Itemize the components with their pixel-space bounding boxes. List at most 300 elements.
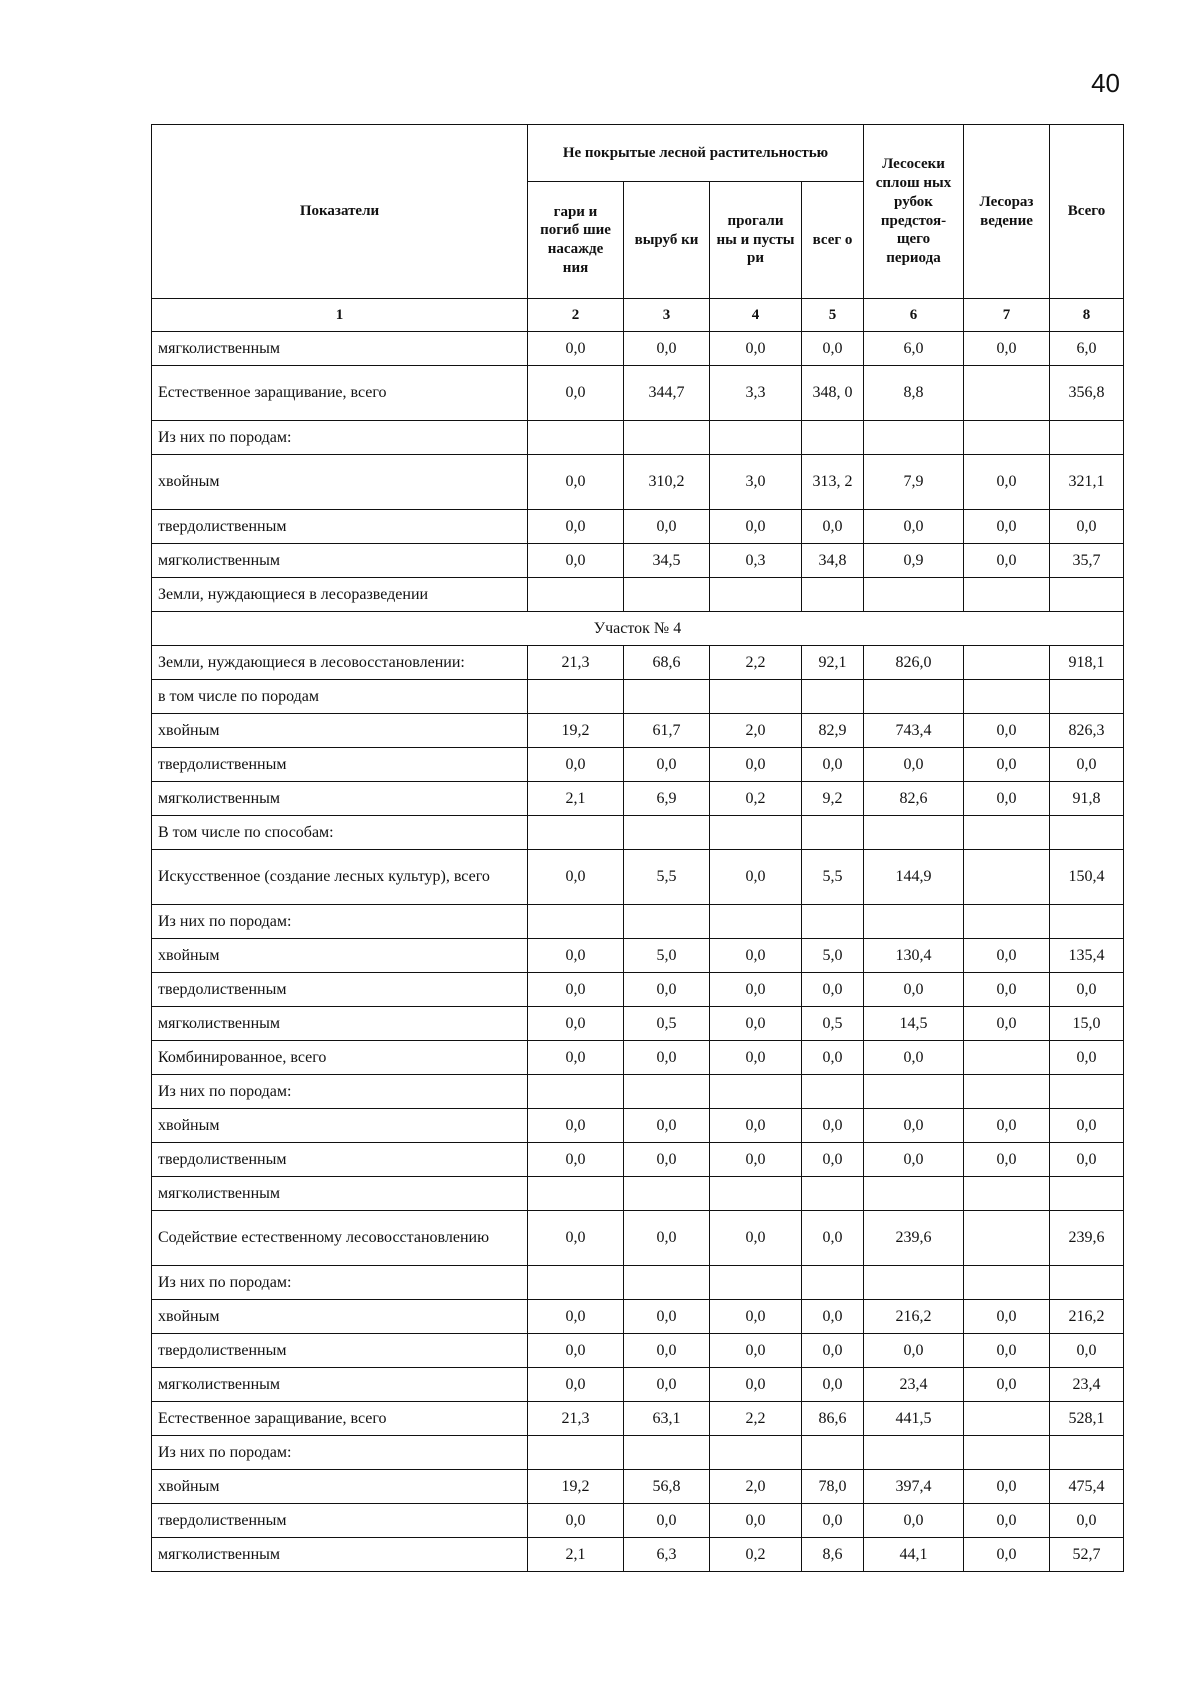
table-row <box>152 1504 1124 1538</box>
table-cell <box>964 1436 1050 1470</box>
table-row <box>152 1436 1124 1470</box>
table-cell: 5,5 <box>802 850 864 905</box>
table-cell <box>528 816 624 850</box>
table-cell: 0,0 <box>528 510 624 544</box>
table-cell: 44,1 <box>864 1538 964 1572</box>
table-cell: 0,0 <box>528 1334 624 1368</box>
table-cell: 0,0 <box>624 1143 710 1177</box>
table-cell: 0,0 <box>710 510 802 544</box>
table-cell <box>624 1075 710 1109</box>
row-label: твердолиственным <box>152 748 528 782</box>
table-cell <box>964 1075 1050 1109</box>
table-cell: 0,0 <box>1050 1143 1124 1177</box>
header-group-not-covered: Не покрытые лесной растительностью <box>528 125 864 182</box>
row-label: мягколиственным <box>152 782 528 816</box>
header-indicators: Показатели <box>152 125 528 299</box>
table-cell: 3,3 <box>710 366 802 421</box>
table-cell: 0,0 <box>964 939 1050 973</box>
table-cell <box>864 680 964 714</box>
table-cell: 6,0 <box>864 332 964 366</box>
table-cell <box>528 680 624 714</box>
table-cell <box>802 905 864 939</box>
table-row <box>152 1109 1124 1143</box>
table-cell: 313, 2 <box>802 455 864 510</box>
table-cell: 0,0 <box>802 1211 864 1266</box>
table-cell <box>864 816 964 850</box>
table-cell <box>964 680 1050 714</box>
table-cell <box>964 905 1050 939</box>
table-cell: 3,0 <box>710 455 802 510</box>
table-cell: 0,2 <box>710 782 802 816</box>
table-cell: 0,0 <box>710 1368 802 1402</box>
table-cell: 0,0 <box>802 1334 864 1368</box>
table-cell: 475,4 <box>1050 1470 1124 1504</box>
row-label: мягколиственным <box>152 544 528 578</box>
header-subtotal: всег о <box>802 182 864 299</box>
table-cell: 0,0 <box>802 973 864 1007</box>
row-label: хвойным <box>152 714 528 748</box>
table-cell: 0,0 <box>528 1368 624 1402</box>
table-cell: 0,0 <box>1050 748 1124 782</box>
table-cell: 21,3 <box>528 1402 624 1436</box>
table-cell: 68,6 <box>624 646 710 680</box>
table-cell <box>964 366 1050 421</box>
table-cell: 56,8 <box>624 1470 710 1504</box>
table-cell: 2,0 <box>710 714 802 748</box>
table-cell: 344,7 <box>624 366 710 421</box>
table-cell: 356,8 <box>1050 366 1124 421</box>
table-row <box>152 939 1124 973</box>
table-cell: 0,0 <box>710 939 802 973</box>
table-row <box>152 1402 1124 1436</box>
table-row <box>152 1334 1124 1368</box>
section-row <box>152 612 1124 646</box>
table-cell <box>710 680 802 714</box>
table-cell <box>624 1177 710 1211</box>
table-cell: 0,0 <box>528 1504 624 1538</box>
column-number-row <box>152 299 1124 332</box>
row-label: Естественное заращивание, всего <box>152 366 528 421</box>
table-cell <box>710 421 802 455</box>
table-cell: 0,0 <box>864 1041 964 1075</box>
table-cell <box>528 905 624 939</box>
table-row <box>152 1266 1124 1300</box>
table-cell <box>802 421 864 455</box>
table-cell: 0,0 <box>964 1300 1050 1334</box>
table-cell: 0,0 <box>528 1109 624 1143</box>
table-row <box>152 332 1124 366</box>
table-cell <box>624 1266 710 1300</box>
table-cell <box>1050 1075 1124 1109</box>
table-cell: 0,0 <box>710 332 802 366</box>
table-row <box>152 510 1124 544</box>
table-cell <box>1050 1177 1124 1211</box>
table-cell: 2,0 <box>710 1470 802 1504</box>
table-row <box>152 816 1124 850</box>
table-cell: 441,5 <box>864 1402 964 1436</box>
table-cell: 5,0 <box>624 939 710 973</box>
row-label: Естественное заращивание, всего <box>152 1402 528 1436</box>
table-cell: 0,0 <box>802 748 864 782</box>
table-cell: 0,0 <box>964 1007 1050 1041</box>
table-cell: 130,4 <box>864 939 964 973</box>
row-label: мягколиственным <box>152 332 528 366</box>
column-number: 5 <box>802 299 864 332</box>
row-label: В том числе по способам: <box>152 816 528 850</box>
table-cell: 91,8 <box>1050 782 1124 816</box>
table-cell: 2,2 <box>710 1402 802 1436</box>
row-label: хвойным <box>152 1109 528 1143</box>
table-cell <box>1050 421 1124 455</box>
table-row <box>152 1470 1124 1504</box>
table-cell: 0,0 <box>624 1368 710 1402</box>
table-cell <box>864 905 964 939</box>
table-cell: 63,1 <box>624 1402 710 1436</box>
table-cell <box>964 1211 1050 1266</box>
column-number: 3 <box>624 299 710 332</box>
table-cell: 0,0 <box>710 1334 802 1368</box>
table-cell: 0,0 <box>528 939 624 973</box>
table-row <box>152 905 1124 939</box>
table-cell <box>964 421 1050 455</box>
table-cell: 0,0 <box>802 1143 864 1177</box>
table-cell: 23,4 <box>864 1368 964 1402</box>
table-row <box>152 973 1124 1007</box>
table-cell: 0,0 <box>528 1041 624 1075</box>
table-cell <box>1050 905 1124 939</box>
table-cell: 826,3 <box>1050 714 1124 748</box>
table-cell <box>624 680 710 714</box>
table-cell <box>624 816 710 850</box>
table-cell: 0,0 <box>710 1143 802 1177</box>
table-cell <box>964 816 1050 850</box>
table-row <box>152 544 1124 578</box>
table-row <box>152 850 1124 905</box>
table-cell <box>964 1266 1050 1300</box>
table-cell: 0,0 <box>528 1211 624 1266</box>
table-cell: 0,0 <box>710 1211 802 1266</box>
table-cell <box>528 1075 624 1109</box>
table-cell <box>710 578 802 612</box>
table-cell: 0,0 <box>802 1368 864 1402</box>
table-cell: 0,0 <box>1050 1109 1124 1143</box>
table-cell: 0,0 <box>802 1504 864 1538</box>
table-cell: 21,3 <box>528 646 624 680</box>
table-cell: 8,6 <box>802 1538 864 1572</box>
table-cell: 239,6 <box>1050 1211 1124 1266</box>
table-cell: 0,5 <box>624 1007 710 1041</box>
table-cell: 0,0 <box>624 748 710 782</box>
table-cell: 34,5 <box>624 544 710 578</box>
table-cell: 0,0 <box>624 332 710 366</box>
table-cell: 150,4 <box>1050 850 1124 905</box>
table-cell: 144,9 <box>864 850 964 905</box>
table-cell: 0,0 <box>964 1504 1050 1538</box>
table-cell: 6,9 <box>624 782 710 816</box>
table-row <box>152 1041 1124 1075</box>
table-row <box>152 1177 1124 1211</box>
table-cell <box>710 816 802 850</box>
row-label: Земли, нуждающиеся в лесовосстановлении: <box>152 646 528 680</box>
table-cell: 0,0 <box>528 748 624 782</box>
row-label: Из них по породам: <box>152 1436 528 1470</box>
table-cell: 0,0 <box>964 332 1050 366</box>
table-cell: 78,0 <box>802 1470 864 1504</box>
header-cutting-areas: Лесосеки сплош ных рубок предстоя-щего периода <box>864 125 964 299</box>
table-cell: 0,0 <box>624 1300 710 1334</box>
table-cell: 19,2 <box>528 714 624 748</box>
table-cell: 5,5 <box>624 850 710 905</box>
row-label: Искусственное (создание лесных культур), всего <box>152 850 528 905</box>
table-row <box>152 1007 1124 1041</box>
table-cell <box>1050 1266 1124 1300</box>
table-cell: 0,5 <box>802 1007 864 1041</box>
table-cell <box>964 1041 1050 1075</box>
column-number: 2 <box>528 299 624 332</box>
table-cell <box>1050 680 1124 714</box>
table-cell <box>710 1436 802 1470</box>
table-cell: 0,0 <box>964 1538 1050 1572</box>
row-label: хвойным <box>152 939 528 973</box>
table-row <box>152 366 1124 421</box>
table-cell: 0,0 <box>964 455 1050 510</box>
table-cell: 0,3 <box>710 544 802 578</box>
table-cell: 82,6 <box>864 782 964 816</box>
table-cell: 0,0 <box>964 1368 1050 1402</box>
table-row <box>152 646 1124 680</box>
table-cell: 0,0 <box>1050 1504 1124 1538</box>
column-number: 4 <box>710 299 802 332</box>
table-cell: 6,0 <box>1050 332 1124 366</box>
table-cell <box>528 578 624 612</box>
table-cell: 0,0 <box>864 1109 964 1143</box>
table-cell: 19,2 <box>528 1470 624 1504</box>
table-cell: 0,0 <box>1050 1041 1124 1075</box>
table-cell: 0,0 <box>624 1334 710 1368</box>
table-cell: 61,7 <box>624 714 710 748</box>
table-row <box>152 578 1124 612</box>
table-cell: 7,9 <box>864 455 964 510</box>
table-cell <box>710 1177 802 1211</box>
table-cell: 0,0 <box>964 782 1050 816</box>
table-cell <box>964 1177 1050 1211</box>
table-row <box>152 714 1124 748</box>
row-label: твердолиственным <box>152 510 528 544</box>
table-row <box>152 1300 1124 1334</box>
row-label: хвойным <box>152 455 528 510</box>
table-row <box>152 680 1124 714</box>
table-cell: 0,0 <box>528 1143 624 1177</box>
table-cell <box>964 850 1050 905</box>
table-cell <box>864 1436 964 1470</box>
table-cell: 826,0 <box>864 646 964 680</box>
table-cell: 35,7 <box>1050 544 1124 578</box>
table-cell <box>624 578 710 612</box>
table-cell: 0,0 <box>864 1504 964 1538</box>
table-cell: 0,0 <box>710 1109 802 1143</box>
table-cell <box>528 1436 624 1470</box>
table-cell: 0,0 <box>528 455 624 510</box>
table-cell: 0,0 <box>710 973 802 1007</box>
table-cell <box>964 578 1050 612</box>
header-clearings: выруб ки <box>624 182 710 299</box>
table-cell: 86,6 <box>802 1402 864 1436</box>
column-number: 1 <box>152 299 528 332</box>
table-cell <box>624 421 710 455</box>
table-cell: 14,5 <box>864 1007 964 1041</box>
table-cell: 216,2 <box>864 1300 964 1334</box>
table-row <box>152 1368 1124 1402</box>
row-label: твердолиственным <box>152 1143 528 1177</box>
row-label: хвойным <box>152 1300 528 1334</box>
table-row <box>152 1075 1124 1109</box>
table-cell: 0,0 <box>964 544 1050 578</box>
table-cell: 0,0 <box>864 510 964 544</box>
table-cell <box>964 646 1050 680</box>
table-cell: 0,0 <box>624 973 710 1007</box>
table-cell: 348, 0 <box>802 366 864 421</box>
table-cell <box>802 1177 864 1211</box>
table-cell <box>802 1266 864 1300</box>
row-label: Земли, нуждающиеся в лесоразведении <box>152 578 528 612</box>
header-total: Всего <box>1050 125 1124 299</box>
row-label: Из них по породам: <box>152 905 528 939</box>
table-cell: 0,0 <box>964 1109 1050 1143</box>
header-burnt: гари и погиб шие насажде ния <box>528 182 624 299</box>
table-cell: 0,0 <box>710 1007 802 1041</box>
table-cell: 0,0 <box>802 332 864 366</box>
table-cell <box>864 1075 964 1109</box>
table-cell: 0,0 <box>528 366 624 421</box>
table-cell: 52,7 <box>1050 1538 1124 1572</box>
table-cell: 239,6 <box>864 1211 964 1266</box>
section-title: Участок № 4 <box>152 612 1124 646</box>
table-cell <box>864 1177 964 1211</box>
table-cell: 0,0 <box>802 1041 864 1075</box>
table-row <box>152 748 1124 782</box>
row-label: твердолиственным <box>152 973 528 1007</box>
row-label: в том числе по породам <box>152 680 528 714</box>
row-label: Из них по породам: <box>152 421 528 455</box>
table-cell: 0,0 <box>528 973 624 1007</box>
column-number: 7 <box>964 299 1050 332</box>
table-row <box>152 455 1124 510</box>
table-cell <box>864 578 964 612</box>
table-cell: 0,0 <box>964 1143 1050 1177</box>
table-cell <box>710 905 802 939</box>
table-cell: 0,0 <box>710 1041 802 1075</box>
table-cell: 2,2 <box>710 646 802 680</box>
table-row <box>152 1143 1124 1177</box>
column-number: 8 <box>1050 299 1124 332</box>
table-cell: 0,0 <box>964 973 1050 1007</box>
column-number: 6 <box>864 299 964 332</box>
table-cell <box>1050 816 1124 850</box>
table-row <box>152 1211 1124 1266</box>
table-cell: 0,0 <box>964 1470 1050 1504</box>
row-label: твердолиственным <box>152 1334 528 1368</box>
table-cell: 0,0 <box>528 332 624 366</box>
table-cell: 0,0 <box>802 510 864 544</box>
table-cell: 0,0 <box>864 748 964 782</box>
header-glades: прогали ны и пусты ри <box>710 182 802 299</box>
table-row <box>152 782 1124 816</box>
table-cell: 34,8 <box>802 544 864 578</box>
table-cell <box>802 680 864 714</box>
table-cell: 0,0 <box>528 850 624 905</box>
table-cell: 23,4 <box>1050 1368 1124 1402</box>
table-cell: 0,0 <box>964 748 1050 782</box>
table-cell: 0,0 <box>710 748 802 782</box>
table-cell <box>802 1436 864 1470</box>
table-cell: 321,1 <box>1050 455 1124 510</box>
table-cell: 0,0 <box>1050 510 1124 544</box>
table-cell <box>1050 1436 1124 1470</box>
table-cell: 0,0 <box>710 1504 802 1538</box>
table-cell: 2,1 <box>528 782 624 816</box>
table-cell <box>624 905 710 939</box>
table-cell: 0,0 <box>710 1300 802 1334</box>
table-cell <box>864 1266 964 1300</box>
table-cell: 0,0 <box>624 510 710 544</box>
table-cell: 0,0 <box>624 1041 710 1075</box>
table-cell: 310,2 <box>624 455 710 510</box>
table-cell: 0,0 <box>964 510 1050 544</box>
table-cell: 9,2 <box>802 782 864 816</box>
table-row <box>152 421 1124 455</box>
table-cell <box>864 421 964 455</box>
table-cell: 15,0 <box>1050 1007 1124 1041</box>
row-label: Содействие естественному лесовосстановлению <box>152 1211 528 1266</box>
table-cell <box>624 1436 710 1470</box>
table-cell <box>528 1177 624 1211</box>
table-cell: 397,4 <box>864 1470 964 1504</box>
table-cell: 82,9 <box>802 714 864 748</box>
table-cell: 0,0 <box>1050 1334 1124 1368</box>
table-cell: 5,0 <box>802 939 864 973</box>
table-cell: 0,0 <box>528 1007 624 1041</box>
table-cell: 528,1 <box>1050 1402 1124 1436</box>
table-cell <box>528 421 624 455</box>
table-cell: 0,0 <box>624 1504 710 1538</box>
table-cell: 743,4 <box>864 714 964 748</box>
page-number: 40 <box>1091 68 1120 98</box>
table-row <box>152 1538 1124 1572</box>
table-cell <box>528 1266 624 1300</box>
table-cell: 0,0 <box>528 544 624 578</box>
table-cell: 216,2 <box>1050 1300 1124 1334</box>
row-label: Из них по породам: <box>152 1075 528 1109</box>
table-cell: 8,8 <box>864 366 964 421</box>
table-cell <box>710 1075 802 1109</box>
row-label: мягколиственным <box>152 1177 528 1211</box>
table-cell: 92,1 <box>802 646 864 680</box>
table-cell <box>1050 578 1124 612</box>
table-cell: 0,0 <box>964 714 1050 748</box>
table-cell <box>802 1075 864 1109</box>
row-label: твердолиственным <box>152 1504 528 1538</box>
table-cell: 0,0 <box>864 1143 964 1177</box>
table-body <box>152 332 1124 1572</box>
table-cell: 0,9 <box>864 544 964 578</box>
table-cell <box>964 1402 1050 1436</box>
table-cell: 0,0 <box>802 1109 864 1143</box>
table-cell: 0,0 <box>528 1300 624 1334</box>
header-afforestation: Лесораз ведение <box>964 125 1050 299</box>
table-cell: 135,4 <box>1050 939 1124 973</box>
table-cell: 918,1 <box>1050 646 1124 680</box>
table-cell: 2,1 <box>528 1538 624 1572</box>
